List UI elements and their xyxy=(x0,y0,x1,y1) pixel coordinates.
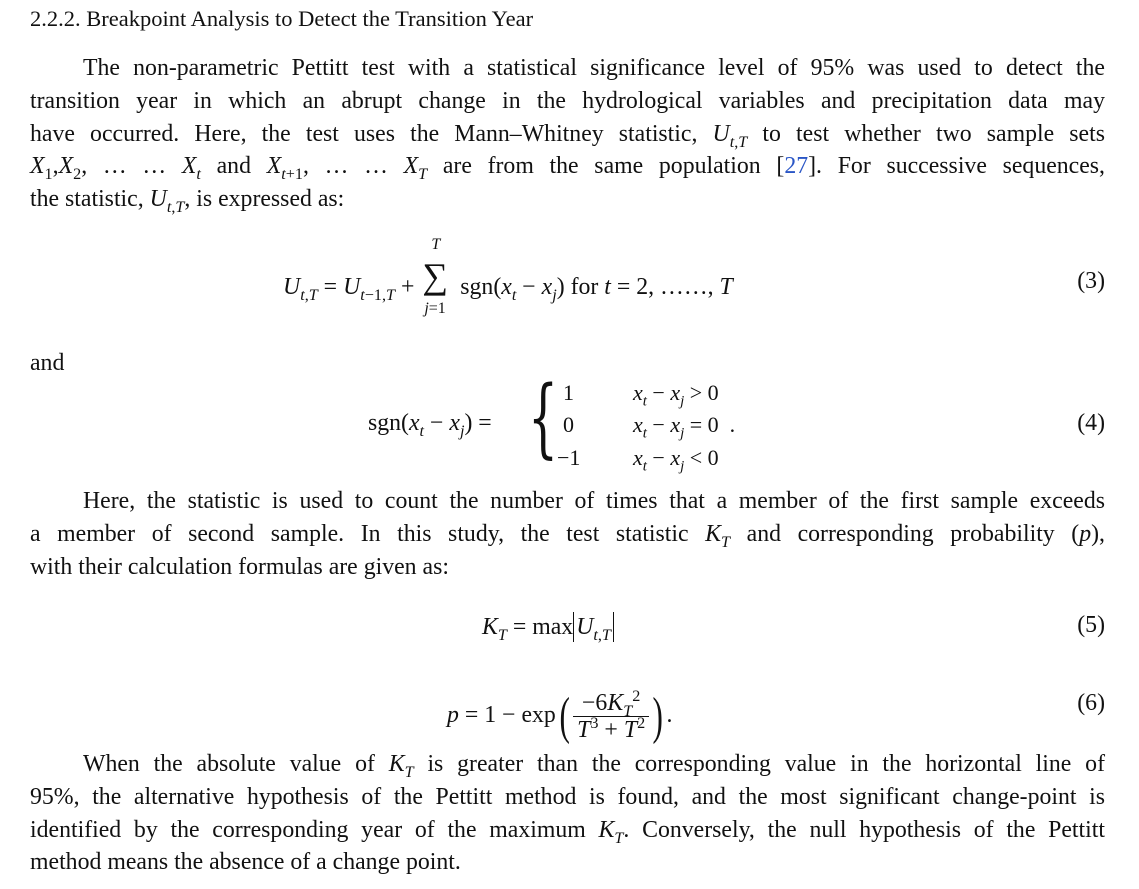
paragraph-3-line-2: 95%, the alternative hypothesis of the Pettitt method is found, and the most significant change-point is xyxy=(30,783,1105,810)
equation-3-number: (3) xyxy=(1077,268,1105,294)
equation-5: $K_T = \max U_{t,T}$ xyxy=(482,612,614,642)
paragraph-2-line-1: Here, the statistic is used to count the number of times that a member of the first sample exceeds xyxy=(83,488,1105,514)
paragraph-2 xyxy=(30,485,1105,583)
paragraph-1 xyxy=(30,52,1105,216)
paragraph-1-line-5: the statistic, $U_{t,T}$, is expressed as: xyxy=(30,186,345,216)
paragraph-1-line-2: transition year in which an abrupt change in the hydrological variables and precipitation data may xyxy=(30,87,1105,114)
citation-link[interactable]: 27 xyxy=(784,153,809,180)
case-value-1: 1 xyxy=(563,380,574,405)
paragraph-1-line-1: The non-parametric Pettitt test with a statistical significance level of 95% was used to detect the xyxy=(83,55,1105,81)
paragraph-3-line-3: identified by the corresponding year of the maximum $K_T$. Conversely, the null hypothesis of the Pettitt xyxy=(30,816,1105,847)
case-value-3: −1 xyxy=(557,445,581,470)
equation-6: p = 1 − exp( $\frac{-6K_T^2}{T^3 + T^2}$ ) . xyxy=(447,687,673,745)
paragraph-3-line-4: method means the absence of a change point. xyxy=(30,849,461,876)
paragraph-1-line-3: have occurred. Here, the test uses the Mann–Whitney statistic, $U_{t,T}$ to test whether two sample sets xyxy=(30,120,1105,151)
equation-6-number: (6) xyxy=(1077,690,1105,716)
equation-3: $U_{t,T} = U_{t-1,T}$ + T ∑ j=1 $sgn(x_t - x_j)$ for t = 2, ……, T xyxy=(283,236,733,317)
section-heading: 2.2.2. Breakpoint Analysis to Detect the Transition Year xyxy=(30,6,534,31)
equation-4-lhs: $sgn(x_t - x_j)$ = xyxy=(368,410,492,440)
paragraph-3-line-1: When the absolute value of $K_T$ is greater than the corresponding value in the horizontal line of xyxy=(83,751,1105,781)
case-value-2: 0 xyxy=(563,412,574,437)
cases-brace: { xyxy=(528,368,559,468)
case-condition-1: $x_t - x_j > 0$ xyxy=(633,380,719,410)
summation-symbol: T ∑ j=1 xyxy=(422,236,448,317)
paragraph-2-line-2: a member of second sample. In this study, the test statistic $K_T$ and corresponding probability (p), xyxy=(30,520,1105,551)
and-word: and xyxy=(30,350,65,376)
paragraph-2-line-3: with their calculation formulas are given as: xyxy=(30,553,449,580)
equation-4-number: (4) xyxy=(1077,410,1105,436)
paragraph-3 xyxy=(30,748,1105,879)
case-condition-2: $x_t - x_j = 0$ . xyxy=(633,412,736,442)
case-condition-3: $x_t - x_j < 0$ xyxy=(633,445,719,475)
paragraph-1-line-4: $X_1,X_2$, … … $X_t$ and $X_{t+1}$, … … $X_T$ are from the same population [27]. For successive sequences, xyxy=(30,153,1106,184)
equation-5-number: (5) xyxy=(1077,612,1105,638)
